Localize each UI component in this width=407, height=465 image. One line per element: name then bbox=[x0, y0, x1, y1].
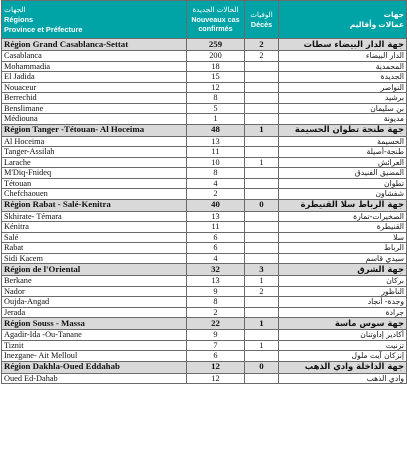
province-row-name: Nouaceur bbox=[2, 82, 187, 93]
region-row-cases: 22 bbox=[187, 318, 245, 330]
province-row-name-ar: النواصر bbox=[279, 82, 407, 93]
province-row-name-ar: القنيطرة bbox=[279, 222, 407, 233]
province-row-name-ar: الناظور bbox=[279, 286, 407, 297]
region-row bbox=[2, 39, 407, 51]
province-row-deaths bbox=[245, 330, 279, 341]
province-row-deaths: 1 bbox=[245, 157, 279, 168]
province-row-deaths bbox=[245, 178, 279, 189]
province-row-cases: 7 bbox=[187, 340, 245, 351]
province-row-deaths bbox=[245, 114, 279, 125]
region-row-cases: 12 bbox=[187, 361, 245, 373]
province-row-deaths bbox=[245, 189, 279, 200]
province-row-name: Tanger-Assilah bbox=[2, 147, 187, 158]
province-row-name-ar: المحمدية bbox=[279, 61, 407, 72]
region-row-name: Région Tanger -Tétouan- Al Hoceima bbox=[2, 124, 187, 136]
province-row-deaths: 1 bbox=[245, 276, 279, 287]
province-row-cases: 2 bbox=[187, 307, 245, 318]
province-row bbox=[2, 232, 407, 243]
province-row-cases: 4 bbox=[187, 178, 245, 189]
province-row-deaths: 2 bbox=[245, 51, 279, 62]
province-row bbox=[2, 72, 407, 83]
province-row bbox=[2, 114, 407, 125]
header-region-fr bbox=[2, 1, 187, 39]
province-row-cases: 6 bbox=[187, 351, 245, 362]
province-row-name-ar: تطوان bbox=[279, 178, 407, 189]
province-row-name-ar: أكادير إداوتنان bbox=[279, 330, 407, 341]
province-row-name-ar: سلا bbox=[279, 232, 407, 243]
province-row-name: Oujda-Angad bbox=[2, 297, 187, 308]
province-row-cases: 200 bbox=[187, 51, 245, 62]
province-row-cases: 4 bbox=[187, 253, 245, 264]
region-row-name: Région Dakhla-Oued Eddahab bbox=[2, 361, 187, 373]
region-row-name: Région Souss - Massa bbox=[2, 318, 187, 330]
province-row-cases: 1 bbox=[187, 114, 245, 125]
header-deaths bbox=[245, 1, 279, 39]
province-row bbox=[2, 136, 407, 147]
province-row-cases: 12 bbox=[187, 82, 245, 93]
province-row-name-ar: الرباط bbox=[279, 243, 407, 254]
header-deaths-fr: Décès bbox=[250, 19, 273, 29]
province-row-deaths bbox=[245, 232, 279, 243]
region-row-cases: 32 bbox=[187, 264, 245, 276]
province-row-name: M'Diq-Fnideq bbox=[2, 168, 187, 179]
province-row-name: Mohammadia bbox=[2, 61, 187, 72]
province-row-deaths bbox=[245, 307, 279, 318]
province-row-name: Larache bbox=[2, 157, 187, 168]
province-row bbox=[2, 82, 407, 93]
province-row-deaths: 2 bbox=[245, 286, 279, 297]
province-row-deaths bbox=[245, 253, 279, 264]
province-row-name-ar: بركان bbox=[279, 276, 407, 287]
province-row-name: Nador bbox=[2, 286, 187, 297]
province-row-name: Benslimane bbox=[2, 103, 187, 114]
province-row-deaths bbox=[245, 243, 279, 254]
region-row-name-ar: جهة الشرق bbox=[279, 264, 407, 276]
region-row-deaths: 0 bbox=[245, 361, 279, 373]
province-row bbox=[2, 253, 407, 264]
region-row-deaths: 2 bbox=[245, 39, 279, 51]
province-row bbox=[2, 276, 407, 287]
province-row-name-ar: تزنيت bbox=[279, 340, 407, 351]
province-row-name-ar: برشيد bbox=[279, 93, 407, 104]
province-row bbox=[2, 178, 407, 189]
header-cases bbox=[187, 1, 245, 39]
province-row-name-ar: وادي الذهب bbox=[279, 373, 407, 384]
region-row bbox=[2, 264, 407, 276]
province-row-name: Salé bbox=[2, 232, 187, 243]
province-row-cases: 8 bbox=[187, 93, 245, 104]
province-row-name: Tétouan bbox=[2, 178, 187, 189]
province-row-cases: 13 bbox=[187, 211, 245, 222]
region-row-name: Région de l'Oriental bbox=[2, 264, 187, 276]
province-row-deaths bbox=[245, 82, 279, 93]
region-row-name: Région Grand Casablanca-Settat bbox=[2, 39, 187, 51]
province-row-name: Berrechid bbox=[2, 93, 187, 104]
province-row-name: Jerada bbox=[2, 307, 187, 318]
province-row bbox=[2, 297, 407, 308]
region-row-name-ar: جهة الدار البيضاء سطات bbox=[279, 39, 407, 51]
province-row-name: Berkane bbox=[2, 276, 187, 287]
province-row bbox=[2, 351, 407, 362]
covid-cases-table bbox=[1, 0, 407, 384]
province-row-deaths bbox=[245, 351, 279, 362]
province-row-name-ar: الجديدة bbox=[279, 72, 407, 83]
header-name-fr-2: Province et Préfecture bbox=[4, 24, 83, 34]
region-row-name-ar: جهة طنجة تطوان الحسيمة bbox=[279, 124, 407, 136]
province-row-cases: 9 bbox=[187, 286, 245, 297]
province-row-name: Oued Ed-Dahab bbox=[2, 373, 187, 384]
province-row-cases: 6 bbox=[187, 232, 245, 243]
province-row-name: Al Hoceima bbox=[2, 136, 187, 147]
province-row-deaths bbox=[245, 297, 279, 308]
region-row-name: Région Rabat - Salé-Kenitra bbox=[2, 199, 187, 211]
region-row-cases: 48 bbox=[187, 124, 245, 136]
header-cases-ar: الحالات الجديدة bbox=[192, 5, 239, 15]
province-row-cases: 2 bbox=[187, 189, 245, 200]
province-row-cases: 10 bbox=[187, 157, 245, 168]
province-row bbox=[2, 340, 407, 351]
region-row bbox=[2, 124, 407, 136]
region-row bbox=[2, 361, 407, 373]
province-row-cases: 9 bbox=[187, 330, 245, 341]
province-row bbox=[2, 157, 407, 168]
province-row-cases: 12 bbox=[187, 373, 245, 384]
province-row-name-ar: الدار البيضاء bbox=[279, 51, 407, 62]
province-row bbox=[2, 243, 407, 254]
header-cases-fr: Nouveaux cas confirmés bbox=[191, 14, 240, 34]
region-row-deaths: 3 bbox=[245, 264, 279, 276]
province-row-deaths bbox=[245, 373, 279, 384]
province-row-name: Inezgane- Ait Melloul bbox=[2, 351, 187, 362]
province-row-deaths bbox=[245, 211, 279, 222]
province-row-cases: 18 bbox=[187, 61, 245, 72]
province-row-deaths bbox=[245, 72, 279, 83]
header-region-ar-2: عمالات وأقاليم bbox=[349, 19, 404, 29]
province-row-name: El Jadida bbox=[2, 72, 187, 83]
province-row-deaths bbox=[245, 222, 279, 233]
province-row bbox=[2, 168, 407, 179]
region-row-name-ar: جهة الداخلة وادي الذهب bbox=[279, 361, 407, 373]
table-body bbox=[2, 39, 407, 384]
province-row-name-ar: العرائش bbox=[279, 157, 407, 168]
province-row-deaths: 1 bbox=[245, 340, 279, 351]
province-row-name-ar: مديونة bbox=[279, 114, 407, 125]
region-row-cases: 259 bbox=[187, 39, 245, 51]
province-row-name: Sidi Kacem bbox=[2, 253, 187, 264]
province-row bbox=[2, 211, 407, 222]
region-row-deaths: 1 bbox=[245, 124, 279, 136]
province-row-name: Skhirate- Témara bbox=[2, 211, 187, 222]
province-row bbox=[2, 51, 407, 62]
province-row-name-ar: سيدي قاسم bbox=[279, 253, 407, 264]
province-row-name-ar: المضيق الفنيدق bbox=[279, 168, 407, 179]
province-row-deaths bbox=[245, 136, 279, 147]
province-row-cases: 15 bbox=[187, 72, 245, 83]
province-row-name: Agadir-Ida -Ou-Tanane bbox=[2, 330, 187, 341]
province-row-name: Kénitra bbox=[2, 222, 187, 233]
province-row-deaths bbox=[245, 147, 279, 158]
region-row-deaths: 1 bbox=[245, 318, 279, 330]
region-row-name-ar: جهة الرباط سلا القنيطرة bbox=[279, 199, 407, 211]
province-row-name-ar: إنزكان آيت ملول bbox=[279, 351, 407, 362]
region-row bbox=[2, 199, 407, 211]
province-row-deaths bbox=[245, 93, 279, 104]
province-row-cases: 13 bbox=[187, 136, 245, 147]
province-row-name-ar: وجدة- أنجاد bbox=[279, 297, 407, 308]
header-region-ar-1: جهات bbox=[383, 9, 404, 19]
province-row-cases: 13 bbox=[187, 276, 245, 287]
header-name-fr-1: Régions bbox=[4, 14, 34, 24]
province-row-deaths bbox=[245, 103, 279, 114]
province-row-name-ar: الحسيمة bbox=[279, 136, 407, 147]
province-row-cases: 8 bbox=[187, 297, 245, 308]
province-row-name: Tiznit bbox=[2, 340, 187, 351]
province-row-cases: 11 bbox=[187, 222, 245, 233]
province-row-cases: 6 bbox=[187, 243, 245, 254]
region-row bbox=[2, 318, 407, 330]
province-row bbox=[2, 222, 407, 233]
province-row-name-ar: طنجة-أصيلة bbox=[279, 147, 407, 158]
province-row-name-ar: الصخيرات-تمارة bbox=[279, 211, 407, 222]
province-row bbox=[2, 307, 407, 318]
province-row bbox=[2, 286, 407, 297]
province-row-deaths bbox=[245, 168, 279, 179]
province-row-name: Chefchaouen bbox=[2, 189, 187, 200]
province-row-cases: 8 bbox=[187, 168, 245, 179]
province-row bbox=[2, 147, 407, 158]
province-row bbox=[2, 93, 407, 104]
header-name-ar: الجهات bbox=[4, 4, 26, 14]
province-row bbox=[2, 189, 407, 200]
province-row bbox=[2, 61, 407, 72]
province-row-name-ar: جرادة bbox=[279, 307, 407, 318]
province-row-name: Casablanca bbox=[2, 51, 187, 62]
region-row-cases: 40 bbox=[187, 199, 245, 211]
header-deaths-ar: الوفيات bbox=[250, 10, 273, 19]
province-row-cases: 5 bbox=[187, 103, 245, 114]
province-row bbox=[2, 330, 407, 341]
province-row bbox=[2, 373, 407, 384]
province-row-deaths bbox=[245, 61, 279, 72]
header-region-ar bbox=[279, 1, 407, 39]
province-row-name: Médiouna bbox=[2, 114, 187, 125]
province-row-cases: 11 bbox=[187, 147, 245, 158]
province-row bbox=[2, 103, 407, 114]
table-header bbox=[2, 1, 407, 39]
province-row-name-ar: بن سليمان bbox=[279, 103, 407, 114]
region-row-name-ar: جهة سوس ماسة bbox=[279, 318, 407, 330]
province-row-name-ar: شفشاون bbox=[279, 189, 407, 200]
region-row-deaths: 0 bbox=[245, 199, 279, 211]
province-row-name: Rabat bbox=[2, 243, 187, 254]
